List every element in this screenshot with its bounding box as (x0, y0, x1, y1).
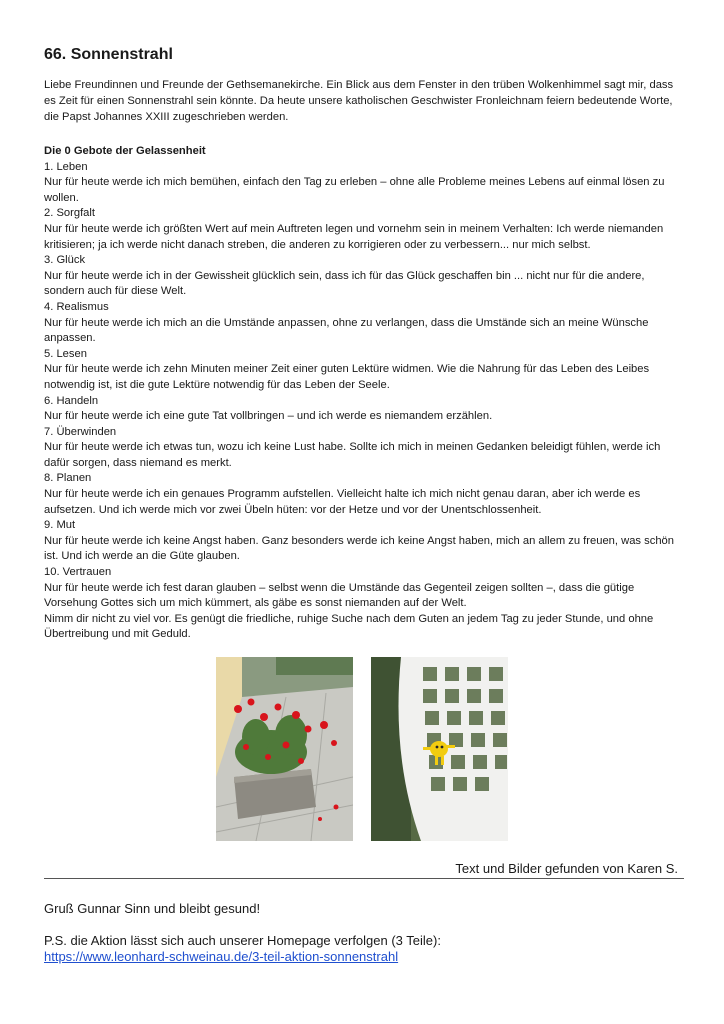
commandment-heading: 7. Überwinden (44, 425, 117, 438)
commandment-heading: 8. Planen (44, 472, 92, 485)
grid-sun-figure-photo (371, 657, 508, 841)
poppy-planter-photo (216, 657, 353, 841)
commandment-heading: 5. Lesen (44, 347, 87, 360)
commandment-text: Nur für heute werde ich fest daran glauben – selbst wenn die Umstände das Gegenteil zeigen sollten –, dass die gütige Vorsehung Gottes sich um mich kümmert, als gäbe es sonst niemanden auf der Welt. (44, 581, 635, 610)
commandment-text: Nur für heute werde ich mich bemühen, einfach den Tag zu erleben – ohne alle Probleme meines Lebens auf einmal lösen zu wollen. (44, 176, 665, 204)
commandment-text: Nur für heute werde ich in der Gewissheit glücklich sein, dass ich für das Glück geschaffen bin ... nicht nur für die andere, sondern auch für diese Welt. (44, 269, 645, 298)
commandments-section (44, 144, 684, 643)
commandment-text: Nur für heute werde ich mich an die Umstände anpassen, ohne zu verlangen, dass die Umstände sich an meine Wünsche anpassen. (44, 316, 649, 345)
commandment-text: Nur für heute werde ich eine gute Tat vollbringen – und ich werde es niemandem erzählen. (44, 410, 493, 423)
commandment-text: Nur für heute werde ich ein genaues Programm aufstellen. Vielleicht halte ich mich nicht genau daran, aber ich werde es aufsetzen. Und ich werde mich vor zwei Übeln hüten: vor der Hetze und vor der Unentschlossenheit. (44, 488, 641, 516)
section-title: Die 0 Gebote der Gelassenheit (44, 145, 206, 157)
commandment-heading: 1. Leben (44, 160, 88, 173)
commandment-heading: 6. Handeln (44, 394, 99, 407)
homepage-link[interactable]: https://www.leonhard-schweinau.de/3-teil-aktion-sonnenstrahl (44, 949, 399, 964)
greeting-line: Gruß Gunnar Sinn und bleibt gesund! (44, 901, 261, 916)
commandment-heading: 4. Realismus (44, 300, 109, 313)
photo-row (216, 657, 516, 841)
commandment-text: Nur für heute werde ich zehn Minuten meiner Zeit einer guten Lektüre widmen. Wie die Nahrung für das Leben des Leibes notwendig ist, ist die gute Lektüre notwendig für das Leben der Seele. (44, 363, 650, 391)
commandment-heading: 10. Vertrauen (44, 566, 112, 579)
horizontal-divider (44, 878, 684, 879)
commandment-text: Nur für heute werde ich größten Wert auf mein Auftreten legen und vornehm sein in meinem Verhalten: Ich werde niemanden kritisieren; ja ich werde nicht danach streben, die anderen zu korrigieren oder zu verbessern... nur mich selbst. (44, 222, 664, 251)
commandment-heading: 9. Mut (44, 519, 76, 532)
commandment-heading: 2. Sorgfalt (44, 207, 95, 220)
commandment-text: Nur für heute werde ich keine Angst haben. Ganz besonders werde ich keine Angst haben, mich an allem zu freuen, was schön ist. Und ich werde an die Güte glauben. (44, 534, 674, 563)
page-title: 66. Sonnenstrahl (44, 46, 173, 63)
closing-paragraph: Nimm dir nicht zu viel vor. Es genügt die friedliche, ruhige Suche nach dem Guten an jedem Tag zu jeder Stunde, und ohne Übertreibung und mit Geduld. (44, 612, 654, 641)
credit-line: Text und Bilder gefunden von Karen S. (455, 861, 678, 876)
postscript: P.S. die Aktion lässt sich auch unserer Homepage verfolgen (3 Teile): (44, 933, 441, 948)
commandment-heading: 3. Glück (44, 254, 86, 267)
commandment-text: Nur für heute werde ich etwas tun, wozu ich keine Lust habe. Sollte ich mich in meinen Gedanken beleidigt fühlen, werde ich dafür sorgen, dass niemand es merkt. (44, 441, 661, 469)
intro-paragraph: Liebe Freundinnen und Freunde der Gethsemanekirche. Ein Blick aus dem Fenster in den trüben Wolkenhimmel sagt mir, dass es Zeit für einen Sonnenstrahl sein könnte. Da heute unsere katholischen Geschwister Fronleichnam feiern bedeutende Worte, die Papst Johannes XXIII zugeschrieben werden. (44, 79, 674, 123)
